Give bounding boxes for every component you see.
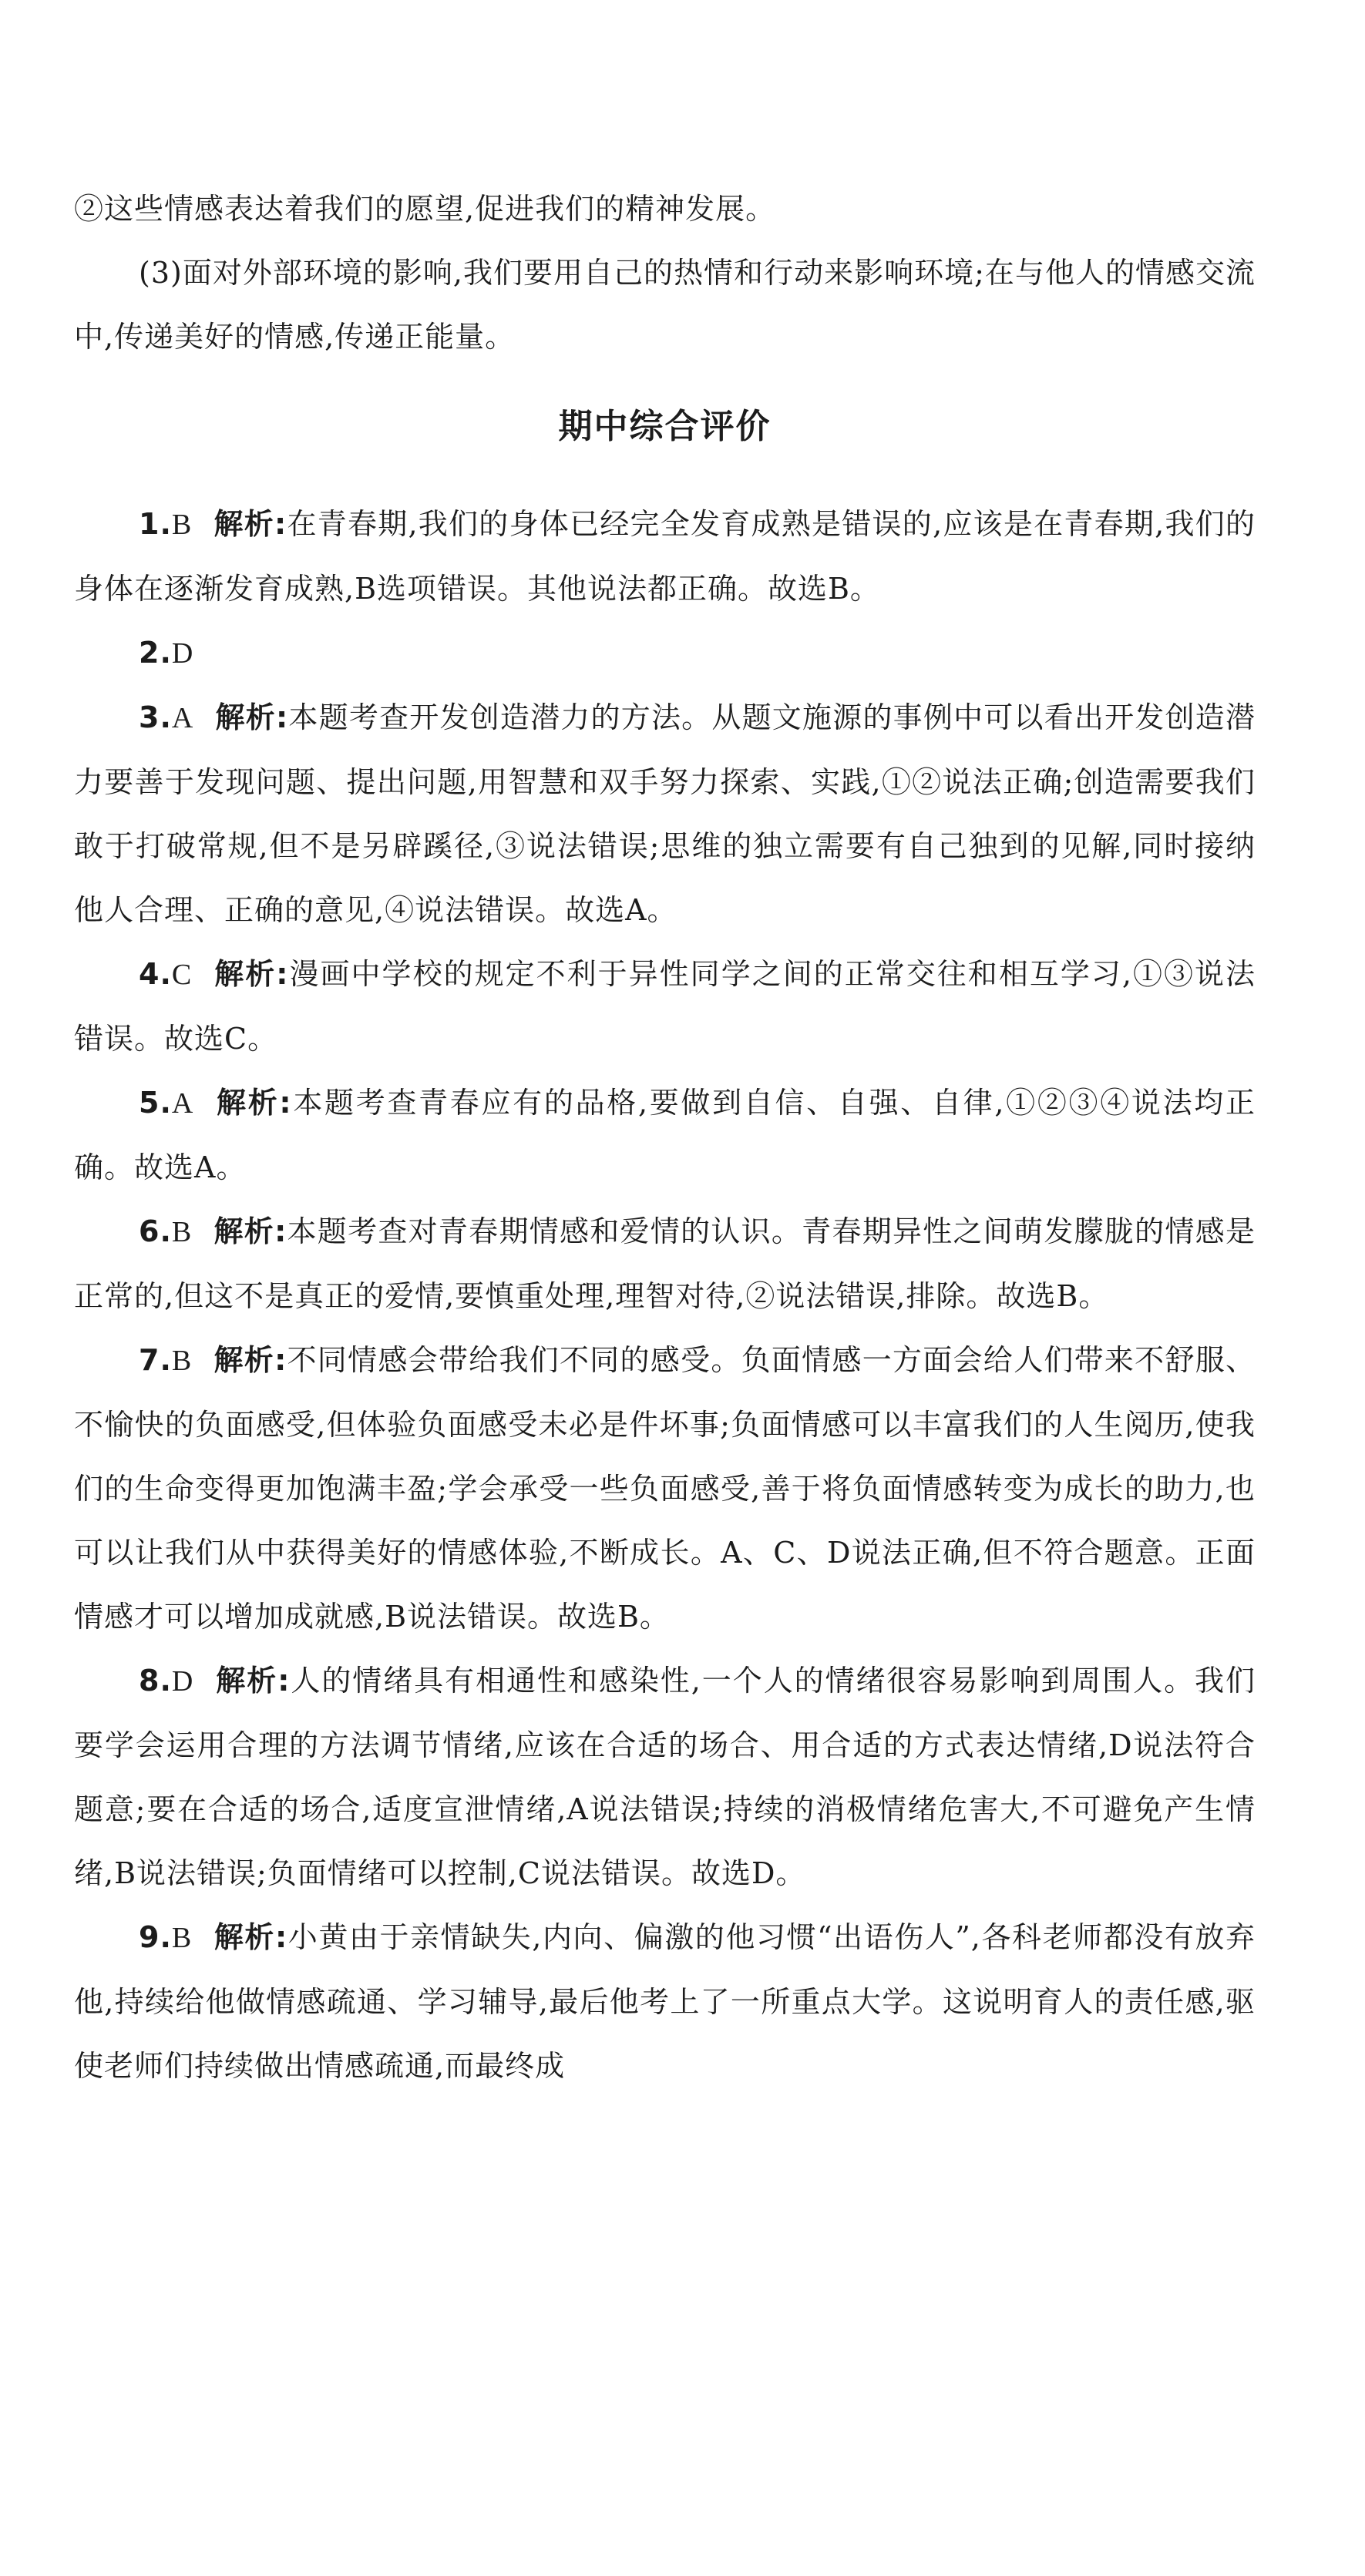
answer-choice: B [171,1922,193,1954]
answer-choice: D [171,637,194,670]
analysis-label: 解析: [213,507,287,541]
answer-number: 9. [139,1920,172,1954]
answer-number: 3. [139,700,172,734]
answer-choice: C [171,959,193,991]
intro-line-2: (3)面对外部环境的影响,我们要用自己的热情和行动来影响环境;在与他人的情感交流中,传递美好的情感,传递正能量。 [74,256,1256,354]
analysis-text: 漫画中学校的规定不利于异性同学之间的正常交往和相互学习,①③说法错误。故选C。 [74,957,1256,1056]
answer-number: 8. [139,1664,172,1698]
answer-7 [74,1328,1256,1649]
answer-choice: D [171,1665,194,1698]
analysis-label: 解析: [215,1664,291,1698]
answer-number: 1. [139,507,172,541]
analysis-text: 本题考查青春应有的品格,要做到自信、自强、自律,①②③④说法均正确。故选A。 [74,1086,1256,1184]
answer-choice: A [171,1087,194,1120]
answer-8 [74,1649,1256,1906]
analysis-text: 本题考查开发创造潜力的方法。从题文施源的事例中可以看出开发创造潜力要善于发现问题、提出问题,用智慧和双手努力探索、实践,①②说法正确;创造需要我们敢于打破常规,但不是另辟蹊径,③说法错误;思维的独立需要有自己独到的见解,同时接纳他人合理、正确的意见,④说法错误。故选A。 [74,700,1256,927]
analysis-label: 解析: [213,957,289,991]
answer-6 [74,1200,1256,1328]
answer-number: 7. [139,1343,172,1377]
analysis-text: 在青春期,我们的身体已经完全发育成熟是错误的,应该是在青春期,我们的身体在逐渐发育成熟,B选项错误。其他说法都正确。故选B。 [74,507,1256,606]
answer-choice: B [171,1345,193,1377]
answer-1 [74,492,1256,621]
analysis-label: 解析: [215,700,289,734]
answer-number: 5. [139,1086,172,1120]
answer-4 [74,942,1256,1071]
analysis-label: 解析: [213,1214,287,1248]
intro-line-1: ②这些情感表达着我们的愿望,促进我们的精神发展。 [74,192,776,226]
analysis-text: 小黄由于亲情缺失,内向、偏激的他习惯“出语伤人”,各科老师都没有放弃他,持续给他做情感疏通、学习辅导,最后他考上了一所重点大学。这说明育人的责任感,驱使老师们持续做出情感疏通,而最终成 [74,1920,1256,2083]
answer-number: 4. [139,957,172,991]
analysis-label: 解析: [215,1086,292,1120]
answer-5 [74,1071,1256,1200]
answer-choice: B [171,509,193,541]
answer-2 [74,621,1256,686]
analysis-label: 解析: [213,1343,287,1377]
answer-choice: A [171,702,194,734]
answer-number: 2. [139,636,172,670]
analysis-text: 人的情绪具有相通性和感染性,一个人的情绪很容易影响到周围人。我们要学会运用合理的方法调节情绪,应该在合适的场合、用合适的方式表达情绪,D说法符合题意;要在合适的场合,适度宣泄情绪,A说法错误;持续的消极情绪危害大,不可避免产生情绪,B说法错误;负面情绪可以控制,C说法错误。故选D。 [74,1664,1256,1890]
answer-9 [74,1906,1256,2098]
analysis-label: 解析: [213,1920,288,1954]
analysis-text: 本题考查对青春期情感和爱情的认识。青春期异性之间萌发朦胧的情感是正常的,但这不是真正的爱情,要慎重处理,理智对待,②说法错误,排除。故选B。 [74,1214,1256,1313]
answer-3 [74,686,1256,942]
answer-choice: B [171,1216,193,1248]
answer-number: 6. [139,1214,172,1248]
analysis-text: 不同情感会带给我们不同的感受。负面情感一方面会给人们带来不舒服、不愉快的负面感受,但体验负面感受未必是件坏事;负面情感可以丰富我们的人生阅历,使我们的生命变得更加饱满丰盈;学会承受一些负面感受,善于将负面情感转变为成长的助力,也可以让我们从中获得美好的情感体验,不断成长。A、C、D说法正确,但不符合题意。正面情感才可以增加成就感,B说法错误。故选B。 [74,1343,1256,1634]
section-title: 期中综合评价 [558,407,772,446]
